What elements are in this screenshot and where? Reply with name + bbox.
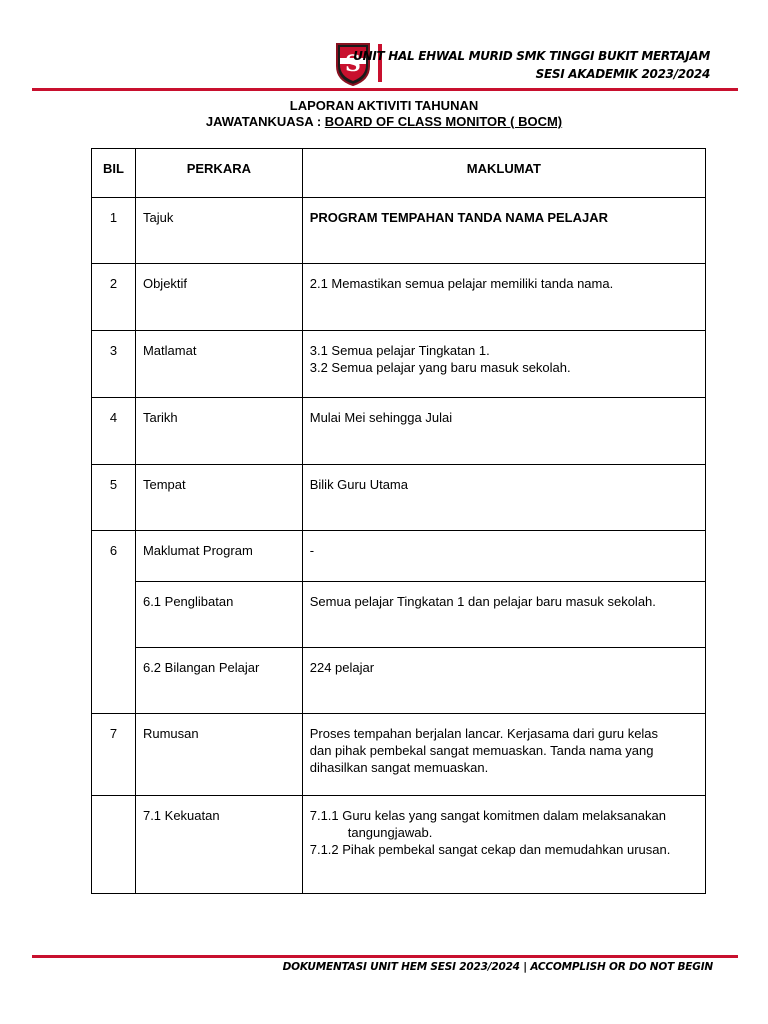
table-row [92,531,706,582]
row-item: Tempat [142,477,186,492]
row-detail: Bilik Guru Utama [309,477,408,492]
header-rule [32,88,738,91]
row-item: Rumusan [142,726,199,741]
header-line-1: UNIT HAL EHWAL MURID SMK TINGGI BUKIT MERTAJAM [353,49,710,63]
row-number [92,796,135,807]
row-detail: Proses tempahan berjalan lancar. Kerjasama dari guru kelas dan pihak pembekal sangat memuaskan. Tanda nama yang dihasilkan sangat memuaskan. [309,726,659,775]
row-detail: 7.1.1 Guru kelas yang sangat komitmen dalam melaksanakan tangungjawab. 7.1.2 Pihak pembekal sangat cekap dan memudahkan urusan. [309,808,671,857]
column-header-perkara: PERKARA [135,149,302,198]
column-header-maklumat: MAKLUMAT [302,149,705,198]
report-title-line-1: LAPORAN AKTIVITI TAHUNAN [289,98,479,113]
row-item: Matlamat [142,343,197,358]
row-detail: Semua pelajar Tingkatan 1 dan pelajar baru masuk sekolah. [309,594,656,609]
header-line-2: SESI AKADEMIK 2023/2024 [535,67,710,81]
table-row [92,331,706,398]
row-number: 1 [109,210,118,225]
table-row [92,796,706,894]
report-title-line-2 [0,114,768,130]
column-header-bil: BIL [92,149,136,198]
row-item: Maklumat Program [142,543,253,558]
row-number: 5 [109,477,118,492]
row-detail: 224 pelajar [309,660,375,675]
row-item: 7.1 Kekuatan [142,808,220,823]
logo-letter: S [345,51,361,77]
row-detail: 3.1 Semua pelajar Tingkatan 1. 3.2 Semua pelajar yang baru masuk sekolah. [309,343,571,375]
row-item: 6.1 Penglibatan [142,594,234,609]
row-detail: PROGRAM TEMPAHAN TANDA NAMA PELAJAR [309,210,609,225]
row-item: 6.2 Bilangan Pelajar [142,660,260,675]
row-item: Tarikh [142,410,178,425]
table-row [92,198,706,264]
table-row [92,398,706,465]
table-row [92,714,706,796]
row-detail: - [309,543,315,558]
row-number: 2 [109,276,118,291]
row-item: Objektif [142,276,188,291]
row-number: 7 [109,726,118,741]
committee-prefix: JAWATANKUASA : [205,114,325,129]
row-detail: Mulai Mei sehingga Julai [309,410,453,425]
footer-rule [32,955,738,958]
row-number: 4 [109,410,118,425]
row-number: 6 [109,543,118,558]
header-title [353,47,710,83]
row-detail: 2.1 Memastikan semua pelajar memiliki tanda nama. [309,276,614,291]
table-row [92,582,706,648]
table-row [92,648,706,714]
committee-name: BOARD OF CLASS MONITOR ( BOCM) [324,114,563,129]
table-row [92,264,706,331]
row-number: 3 [109,343,118,358]
row-item: Tajuk [142,210,174,225]
table-row [92,465,706,531]
footer-text: DOKUMENTASI UNIT HEM SESI 2023/2024 | ACCOMPLISH OR DO NOT BEGIN [282,961,713,973]
activity-report-table [91,148,706,894]
report-title [0,98,768,130]
table-header-row [92,149,706,198]
